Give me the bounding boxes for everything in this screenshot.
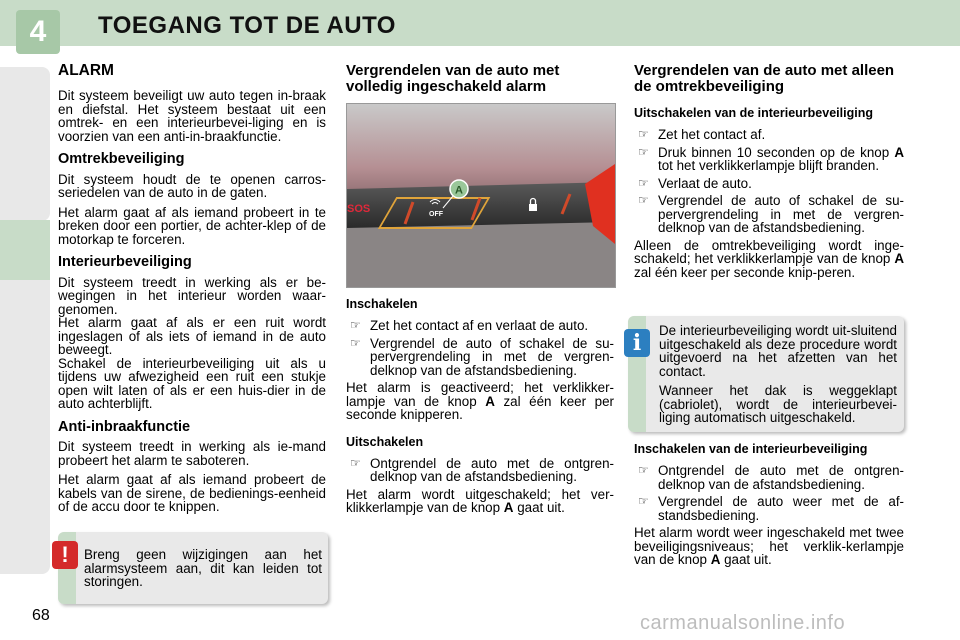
enable-result-text: Het alarm is geactiveerd; het verklikker-lampje van de knop A zal één keer per seconde knipperen. (346, 380, 614, 422)
warning-text: Breng geen wijzigingen aan het alarmsysteem aan, dit kan leiden tot storingen. (84, 547, 322, 589)
side-tab-lower (0, 280, 50, 574)
section-title-perimeter: Omtrekbeveiliging (58, 151, 185, 167)
list-item: ☞ Zet het contact af. (638, 127, 766, 142)
section-title-perimeter-only: Vergrendelen van de auto met alleen de omtrekbeveiliging (634, 62, 895, 95)
bullet-text: Vergrendel de auto weer met de af-standsbediening. (658, 494, 904, 523)
interior-text-2: Het alarm gaat af als er een ruit wordt ingeslagen of als iets of iemand in de auto beweegt. (58, 315, 326, 357)
perimeter-result-text: Alleen de omtrekbeveiliging wordt inge-schakeld; het verklikkerlampje van de knop A zal één keer per seconde knip-peren. (634, 237, 904, 280)
section-title-full-alarm: Vergrendelen van de auto met volledig ingeschakeld alarm (346, 62, 560, 95)
off-label: OFF (429, 211, 443, 218)
bullet-text: Ontgrendel de auto met de ontgren-delknop van de afstandsbediening. (370, 455, 614, 484)
warning-icon: ! (52, 541, 78, 569)
dashboard-photo (346, 103, 616, 288)
perimeter-text-2: Het alarm gaat af als iemand probeert in te breken door een portier, de achter-klep of de motorkap te forceren. (58, 204, 326, 247)
section-title-alarm: ALARM (58, 62, 114, 79)
dashboard-illustration (347, 104, 615, 287)
right-column (634, 63, 904, 285)
side-tab-upper (0, 67, 50, 221)
list-item: ☞ Verlaat de auto. (638, 175, 752, 191)
subtitle-disable: Uitschakelen (346, 434, 424, 449)
subtitle-enable: Inschakelen (346, 297, 418, 311)
chapter-number: 4 (29, 15, 47, 48)
right-column-lower (634, 443, 904, 573)
list-item: ☞ Vergrendel de auto of schakel de su-pervergrendeling in met de vergren-delknop van de afstandsbediening. (638, 193, 904, 235)
bullet-text: Ontgrendel de auto met de ontgren-delknop van de afstandsbediening. (658, 463, 904, 492)
interior-text-1: Dit systeem treedt in werking als er be-wegingen in het interieur worden waar-genomen. (58, 274, 326, 317)
info-text (659, 324, 897, 431)
interior-text-3: Schakel de interieurbeveiliging uit als u tijdens uw afwezigheid een ruit een stukje open wilt laten of als er een huis-dier in de auto achterblijft. (58, 355, 326, 411)
page-number: 68 (32, 607, 50, 624)
bullet-text: Vergrendel de auto of schakel de su-pervergrendeling in met de vergren-delknop van de afstandsbediening. (370, 335, 614, 378)
bullet-text: Druk binnen 10 seconden op de knop A tot het verklikkerlampje blijft branden. (658, 144, 904, 173)
callout-a-label: A (455, 184, 463, 197)
list-item: ☞ Ontgrendel de auto met de ontgren-delknop van de afstandsbediening. (638, 463, 904, 492)
anti-theft-text-1: Dit systeem treedt in werking als ie-mand probeert het alarm te saboteren. (58, 439, 326, 468)
bullet-text: Verlaat de auto. (658, 175, 752, 191)
bullet-text: Zet het contact af. (658, 127, 766, 142)
info-text-2: Wanneer het dak is weggeklapt (cabriolet), wordt de interieurbevei-liging automatisch uitgeschakeld. (659, 383, 897, 425)
disable-result-text: Het alarm wordt uitgeschakeld; het ver-klikkerlampje van de knop A gaat uit. (346, 486, 614, 515)
list-item: ☞ Ontgrendel de auto met de ontgren-delknop van de afstandsbediening. (350, 455, 614, 484)
bullet-text: Vergrendel de auto of schakel de su-pervergrendeling in met de vergren-delknop van de afstandsbediening. (658, 193, 904, 235)
list-item: ☞ Zet het contact af en verlaat de auto. (350, 318, 589, 333)
middle-column (346, 63, 614, 103)
bullet-text: Zet het contact af en verlaat de auto. (370, 318, 589, 333)
info-text-1: De interieurbeveiliging wordt uit-sluitend uitgeschakeld als deze procedure wordt uitgevoerd na het afzetten van het contact. (659, 323, 897, 379)
re-enable-result-text: Het alarm wordt weer ingeschakeld met twee beveiligingsniveaus; het verklik-kerlampje van de knop A gaat uit. (634, 525, 904, 567)
list-item: ☞ Druk binnen 10 seconden op de knop A tot het verklikkerlampje blijft branden. (638, 144, 904, 173)
sos-label: SOS (347, 203, 371, 215)
middle-column-lower (346, 298, 614, 521)
info-icon: i (624, 329, 650, 357)
list-item: ☞ Vergrendel de auto weer met de af-standsbediening. (638, 494, 904, 523)
page-title: TOEGANG TOT DE AUTO (98, 12, 396, 39)
list-item: ☞ Vergrendel de auto of schakel de su-pervergrendeling in met de vergren-delknop van de afstandsbediening. (350, 335, 614, 378)
side-tab-active (0, 220, 50, 280)
left-column (58, 63, 326, 520)
subtitle-disable-interior: Uitschakelen van de interieurbeveiliging (634, 106, 873, 120)
perimeter-text-1: Dit systeem houdt de te openen carros-seriedelen van de auto in de gaten. (58, 171, 326, 200)
anti-theft-text-2: Het alarm gaat af als iemand probeert de kabels van de sirene, de bedienings-eenheid of de accu door te knippen. (58, 472, 326, 514)
section-title-anti-theft: Anti-inbraakfunctie (58, 418, 191, 435)
subtitle-enable-interior: Inschakelen van de interieurbeveiliging (634, 442, 868, 456)
section-title-interior: Interieurbeveiliging (58, 254, 192, 270)
watermark: carmanualsonline.info (640, 612, 846, 634)
alarm-text: Dit systeem beveiligt uw auto tegen in-braak en diefstal. Het systeem bestaat uit een omtrek- en een interieurbevei-liging en is voorzien van een anti-in-braakfunctie. (58, 88, 326, 144)
